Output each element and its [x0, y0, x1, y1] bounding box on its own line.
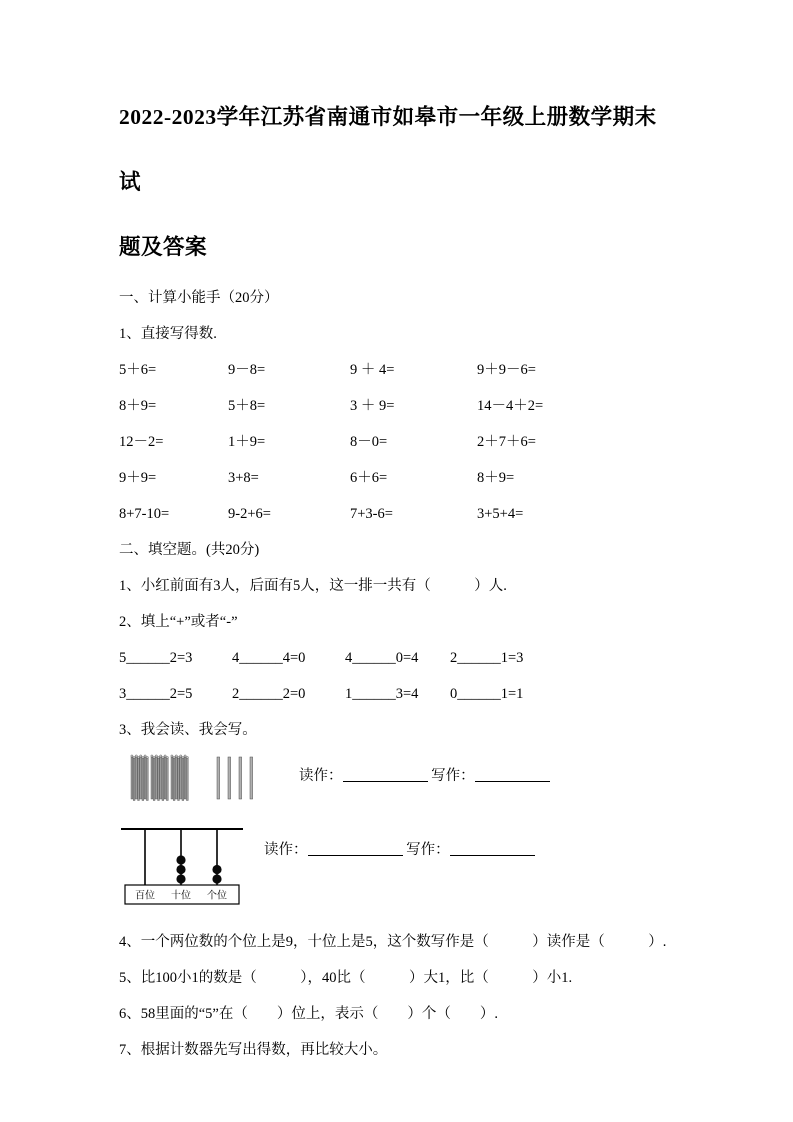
section2-heading: 二、填空题。(共20分)	[119, 542, 260, 558]
fill-cell: 4______0=4	[345, 650, 419, 666]
xiezuo-blank	[475, 768, 550, 782]
sticks-figure-row	[119, 748, 674, 804]
fill-cell: 3______2=5	[119, 686, 193, 702]
problem-cell: 14－4＋2=	[477, 398, 544, 414]
fill-cell: 2______1=3	[450, 650, 524, 666]
fill-sign-grid	[119, 640, 674, 712]
title-line-2: 题及答案	[119, 235, 208, 259]
sticks-image-wrap	[127, 748, 277, 804]
problem-cell: 3+5+4=	[477, 506, 524, 522]
duzuo-label: 读作：	[264, 842, 308, 858]
sticks-image	[127, 748, 267, 804]
section2-q4: 4、一个两位数的个位上是9，十位上是5，这个数写作是（ ）读作是（ ）.	[119, 934, 667, 950]
problem-cell: 7+3-6=	[350, 506, 393, 522]
section1-q1: 1、直接写得数.	[119, 326, 217, 342]
title-line-1: 2022-2023学年江苏省南通市如皋市一年级上册数学期末试	[119, 105, 657, 194]
page-title	[119, 85, 674, 280]
fill-cell: 2______2=0	[232, 686, 306, 702]
problem-cell: 9＋9=	[119, 470, 157, 486]
problem-cell: 5＋8=	[228, 398, 266, 414]
abacus-label-ones: 个位	[207, 890, 227, 902]
fill-cell: 5______2=3	[119, 650, 193, 666]
abacus-image	[121, 826, 246, 906]
problem-cell: 3+8=	[228, 470, 259, 486]
fill-cell: 0______1=1	[450, 686, 524, 702]
duzuo-label: 读作：	[299, 768, 343, 784]
duzuo-blank	[308, 842, 403, 856]
xiezuo-blank	[450, 842, 535, 856]
section2-q7: 7、根据计数器先写出得数，再比较大小。	[119, 1042, 388, 1058]
fill-cell: 1______3=4	[345, 686, 419, 702]
problem-cell: 9＋9－6=	[477, 362, 536, 378]
abacus-caption	[264, 838, 535, 859]
problem-cell: 12－2=	[119, 434, 164, 450]
problem-cell: 1＋9=	[228, 434, 266, 450]
abacus-image-wrap	[121, 826, 246, 906]
fill-cell: 4______4=0	[232, 650, 306, 666]
problem-cell: 9－8=	[228, 362, 266, 378]
problem-cell: 8－0=	[350, 434, 388, 450]
xiezuo-label: 写作：	[406, 842, 450, 858]
section2-q1: 1、小红前面有3人，后面有5人，这一排一共有（ ）人.	[119, 578, 507, 594]
problem-cell: 8＋9=	[119, 398, 157, 414]
problem-cell: 8＋9=	[477, 470, 515, 486]
section2-q5: 5、比100小1的数是（ ），40比（ ）大1，比（ ）小1.	[119, 970, 573, 986]
section1-heading: 一、计算小能手（20分）	[119, 290, 279, 306]
sticks-caption	[299, 764, 550, 785]
problem-cell: 9-2+6=	[228, 506, 271, 522]
problem-cell: 6＋6=	[350, 470, 388, 486]
problem-cell: 2＋7＋6=	[477, 434, 536, 450]
abacus-label-hundreds: 百位	[135, 890, 155, 902]
section2-q3: 3、我会读、我会写。	[119, 722, 257, 738]
section2-q2: 2、填上“+”或者“-”	[119, 614, 238, 630]
abacus-label-tens: 十位	[171, 890, 191, 902]
problem-cell: 5＋6=	[119, 362, 157, 378]
abacus-figure-row	[119, 826, 674, 906]
problem-cell: 9 ＋ 4=	[350, 362, 395, 378]
duzuo-blank	[343, 768, 428, 782]
section2-q6: 6、58里面的“5”在（ ）位上，表示（ ）个（ ）.	[119, 1006, 498, 1022]
problem-cell: 3 ＋ 9=	[350, 398, 395, 414]
problem-cell: 8+7-10=	[119, 506, 170, 522]
xiezuo-label: 写作：	[431, 768, 475, 784]
arithmetic-problem-grid	[119, 352, 674, 532]
